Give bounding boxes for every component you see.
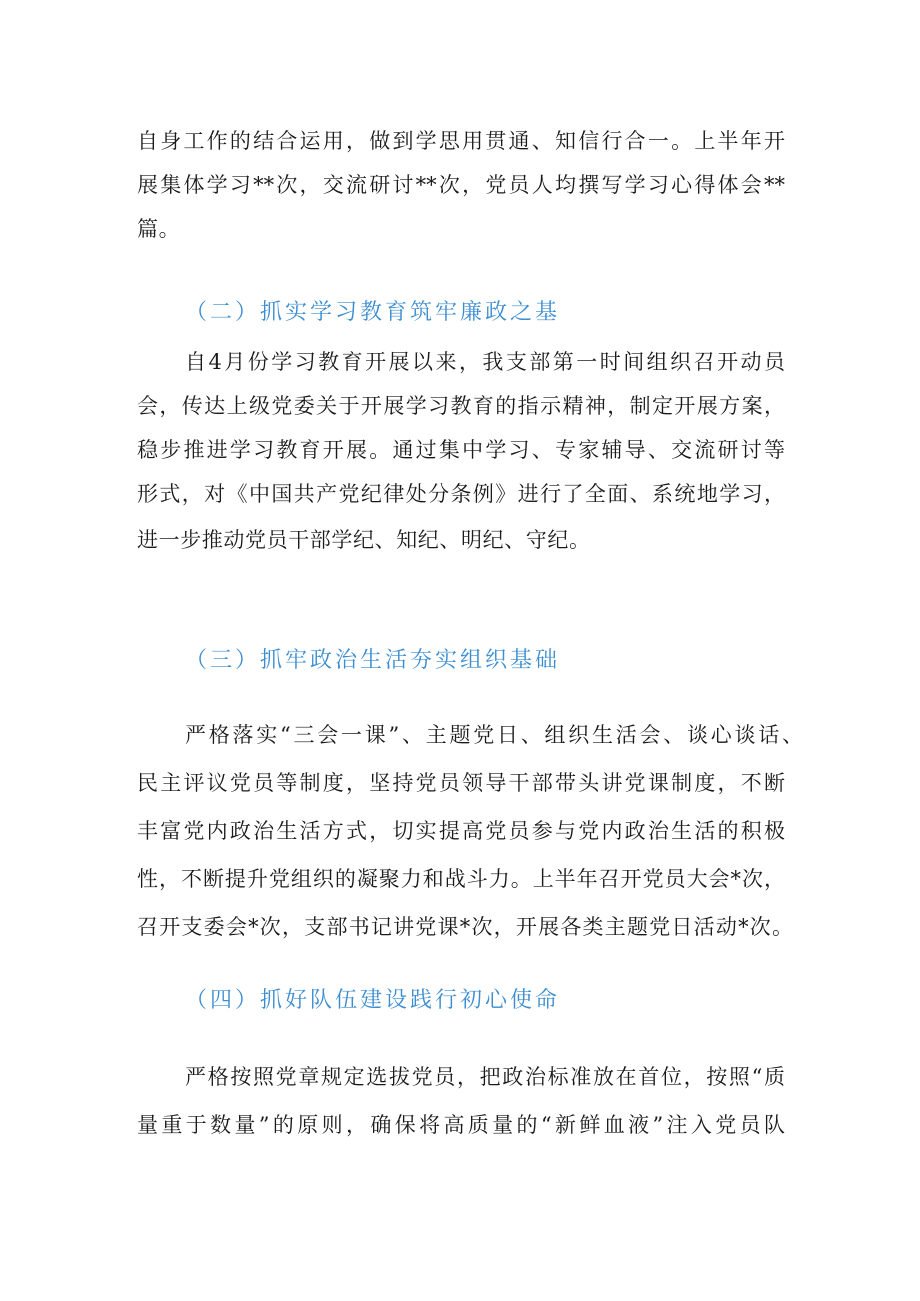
paragraph-line: 召开支委会*次，支部书记讲党课*次，开展各类主题党日活动*次。 [137,915,793,939]
paragraph-line: 性，不断提升党组织的凝聚力和战斗力。上半年召开党员大会*次， [137,867,785,891]
section-4-heading: （四）抓好队伍建设践行初心使命 [185,988,561,1013]
paragraph-line: 篇。 [137,217,181,241]
paragraph-line: 严格按照党章规定选拔党员，把政治标准放在首位，按照“质 [185,1065,785,1089]
paragraph-line: 自身工作的结合运用，做到学思用贯通、知信行合一。上半年开 [137,129,785,153]
paragraph-line: 进一步推动党员干部学纪、知纪、明纪、守纪。 [137,528,591,552]
section-3-heading: （三）抓牢政治生活夯实组织基础 [185,648,561,673]
paragraph-line: 民主评议党员等制度，坚持党员领导干部带头讲党课制度，不断 [137,771,785,795]
paragraph-line: 自4月份学习教育开展以来，我支部第一时间组织召开动员 [185,350,785,374]
section-2-heading: （二）抓实学习教育筑牢廉政之基 [185,300,561,325]
paragraph-line: 形式，对《中国共产党纪律处分条例》进行了全面、系统地学习， [137,482,785,506]
paragraph-line: 展集体学习**次，交流研讨**次，党员人均撰写学习心得体会** [137,173,785,197]
paragraph-line: 量重于数量”的原则，确保将高质量的“新鲜血液”注入党员队 [137,1113,785,1137]
paragraph-line: 会，传达上级党委关于开展学习教育的指示精神，制定开展方案， [137,394,785,418]
paragraph-line: 稳步推进学习教育开展。通过集中学习、专家辅导、交流研讨等 [137,438,785,462]
paragraph-line: 严格落实“三会一课”、主题党日、组织生活会、谈心谈话、 [185,723,803,747]
paragraph-line: 丰富党内政治生活方式，切实提高党员参与党内政治生活的积极 [137,819,785,843]
